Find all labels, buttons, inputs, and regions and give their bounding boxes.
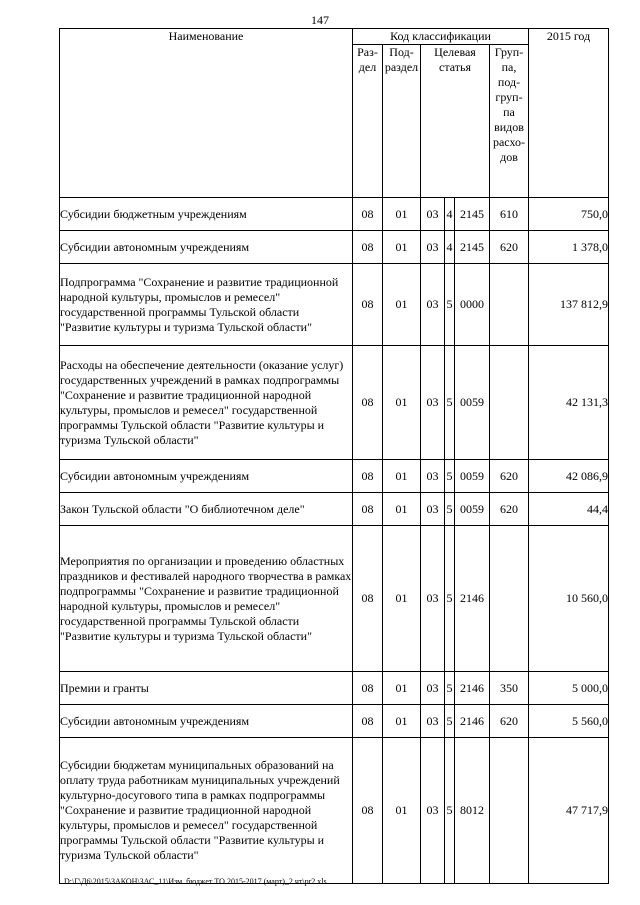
row-name: Подпрограмма "Сохранение и развитие традиционной народной культуры, промыслов и ремесел" государственной программы Тульской области "Развитие культуры и туризма Тульской области": [60, 264, 353, 346]
row-subsection: 01: [383, 198, 421, 231]
row-target-program: 03: [421, 738, 445, 884]
row-amount: 5 000,0: [529, 672, 609, 705]
header-section: Раз- дел: [353, 45, 383, 198]
row-target-subprogram: 4: [445, 198, 455, 231]
row-name: Субсидии автономным учреждениям: [60, 460, 353, 493]
row-target-program: 03: [421, 346, 445, 460]
row-section: 08: [353, 264, 383, 346]
table-row: [60, 346, 609, 460]
row-section: 08: [353, 231, 383, 264]
table-body: [60, 198, 609, 884]
row-expense-type: 620: [490, 493, 529, 526]
row-target-subprogram: 5: [445, 264, 455, 346]
table-row: [60, 526, 609, 672]
row-target-subprogram: 5: [445, 672, 455, 705]
row-target-code: 0059: [455, 346, 490, 460]
table-row: [60, 198, 609, 231]
table-row: [60, 493, 609, 526]
row-amount: 137 812,9: [529, 264, 609, 346]
row-subsection: 01: [383, 526, 421, 672]
row-amount: 1 378,0: [529, 231, 609, 264]
row-name: Субсидии бюджетным учреждениям: [60, 198, 353, 231]
row-expense-type: [490, 346, 529, 460]
row-target-program: 03: [421, 264, 445, 346]
file-path-footer: D:\Г\Д6\2015\ЗАКОН\ЗАС_11\Изм. бюджет ТО 2015-2017 (март)_2 чт\pr2.xls: [64, 877, 327, 886]
header-target-article: Целевая статья: [421, 45, 490, 198]
row-target-code: 2145: [455, 231, 490, 264]
row-expense-type: 620: [490, 705, 529, 738]
row-section: 08: [353, 198, 383, 231]
row-section: 08: [353, 460, 383, 493]
row-amount: 750,0: [529, 198, 609, 231]
row-target-code: 2146: [455, 526, 490, 672]
row-target-subprogram: 5: [445, 460, 455, 493]
row-target-program: 03: [421, 460, 445, 493]
row-target-subprogram: 5: [445, 346, 455, 460]
row-section: 08: [353, 526, 383, 672]
row-target-program: 03: [421, 493, 445, 526]
row-amount: 5 560,0: [529, 705, 609, 738]
row-amount: 42 131,3: [529, 346, 609, 460]
row-subsection: 01: [383, 264, 421, 346]
header-classification: Код классификации: [353, 29, 529, 45]
row-name: Премии и гранты: [60, 672, 353, 705]
row-amount: 42 086,9: [529, 460, 609, 493]
row-subsection: 01: [383, 493, 421, 526]
row-target-code: 2146: [455, 672, 490, 705]
row-target-code: 2145: [455, 198, 490, 231]
row-expense-type: 620: [490, 460, 529, 493]
row-target-subprogram: 5: [445, 526, 455, 672]
header-subsection: Под- раздел: [383, 45, 421, 198]
row-subsection: 01: [383, 460, 421, 493]
row-subsection: 01: [383, 231, 421, 264]
row-expense-type: [490, 264, 529, 346]
table-row: [60, 460, 609, 493]
row-target-program: 03: [421, 526, 445, 672]
row-subsection: 01: [383, 738, 421, 884]
row-target-code: 8012: [455, 738, 490, 884]
row-target-program: 03: [421, 705, 445, 738]
row-target-code: 2146: [455, 705, 490, 738]
row-name: Закон Тульской области "О библиотечном деле": [60, 493, 353, 526]
row-section: 08: [353, 738, 383, 884]
row-target-code: 0059: [455, 460, 490, 493]
row-target-code: 0059: [455, 493, 490, 526]
row-subsection: 01: [383, 705, 421, 738]
page-number: 147: [311, 13, 329, 27]
row-amount: 10 560,0: [529, 526, 609, 672]
row-section: 08: [353, 672, 383, 705]
row-subsection: 01: [383, 346, 421, 460]
row-name: Расходы на обеспечение деятельности (оказание услуг) государственных учреждений в рамках подпрограммы "Сохранение и развитие традиционной народной культуры, промыслов и ремесел" государственной программы Тульской области "Развитие культуры и туризма Тульской области": [60, 346, 353, 460]
table-row: [60, 705, 609, 738]
row-target-subprogram: 4: [445, 231, 455, 264]
row-name: Субсидии автономным учреждениям: [60, 705, 353, 738]
row-expense-type: 610: [490, 198, 529, 231]
row-name: Мероприятия по организации и проведению областных праздников и фестивалей народного творчества в рамках подпрограммы "Сохранение и развитие традиционной народной культуры, промыслов и ремесел" государственной программы Тульской области "Развитие культуры и туризма Тульской области": [60, 526, 353, 672]
table-row: [60, 672, 609, 705]
row-section: 08: [353, 346, 383, 460]
row-target-subprogram: 5: [445, 493, 455, 526]
header-name: Наименование: [60, 29, 353, 198]
row-section: 08: [353, 493, 383, 526]
row-expense-type: [490, 526, 529, 672]
row-section: 08: [353, 705, 383, 738]
header-year: 2015 год: [529, 29, 609, 198]
row-amount: 47 717,9: [529, 738, 609, 884]
row-expense-type: [490, 738, 529, 884]
row-target-program: 03: [421, 672, 445, 705]
row-target-program: 03: [421, 231, 445, 264]
row-amount: 44,4: [529, 493, 609, 526]
header-expense-group: Груп- па, под- груп- па видов расхо- дов: [490, 45, 529, 198]
row-target-program: 03: [421, 198, 445, 231]
row-name: Субсидии автономным учреждениям: [60, 231, 353, 264]
table-row: [60, 264, 609, 346]
row-expense-type: 350: [490, 672, 529, 705]
budget-table: [59, 28, 609, 884]
row-target-subprogram: 5: [445, 738, 455, 884]
row-expense-type: 620: [490, 231, 529, 264]
table-row: [60, 738, 609, 884]
table-row: [60, 231, 609, 264]
row-target-code: 0000: [455, 264, 490, 346]
row-subsection: 01: [383, 672, 421, 705]
row-name: Субсидии бюджетам муниципальных образований на оплату труда работникам муниципальных учреждений культурно-досугового типа в рамках подпрограммы "Сохранение и развитие традиционной народной культуры, промыслов и ремесел" государственной программы Тульской области "Развитие культуры и туризма Тульской области": [60, 738, 353, 884]
row-target-subprogram: 5: [445, 705, 455, 738]
